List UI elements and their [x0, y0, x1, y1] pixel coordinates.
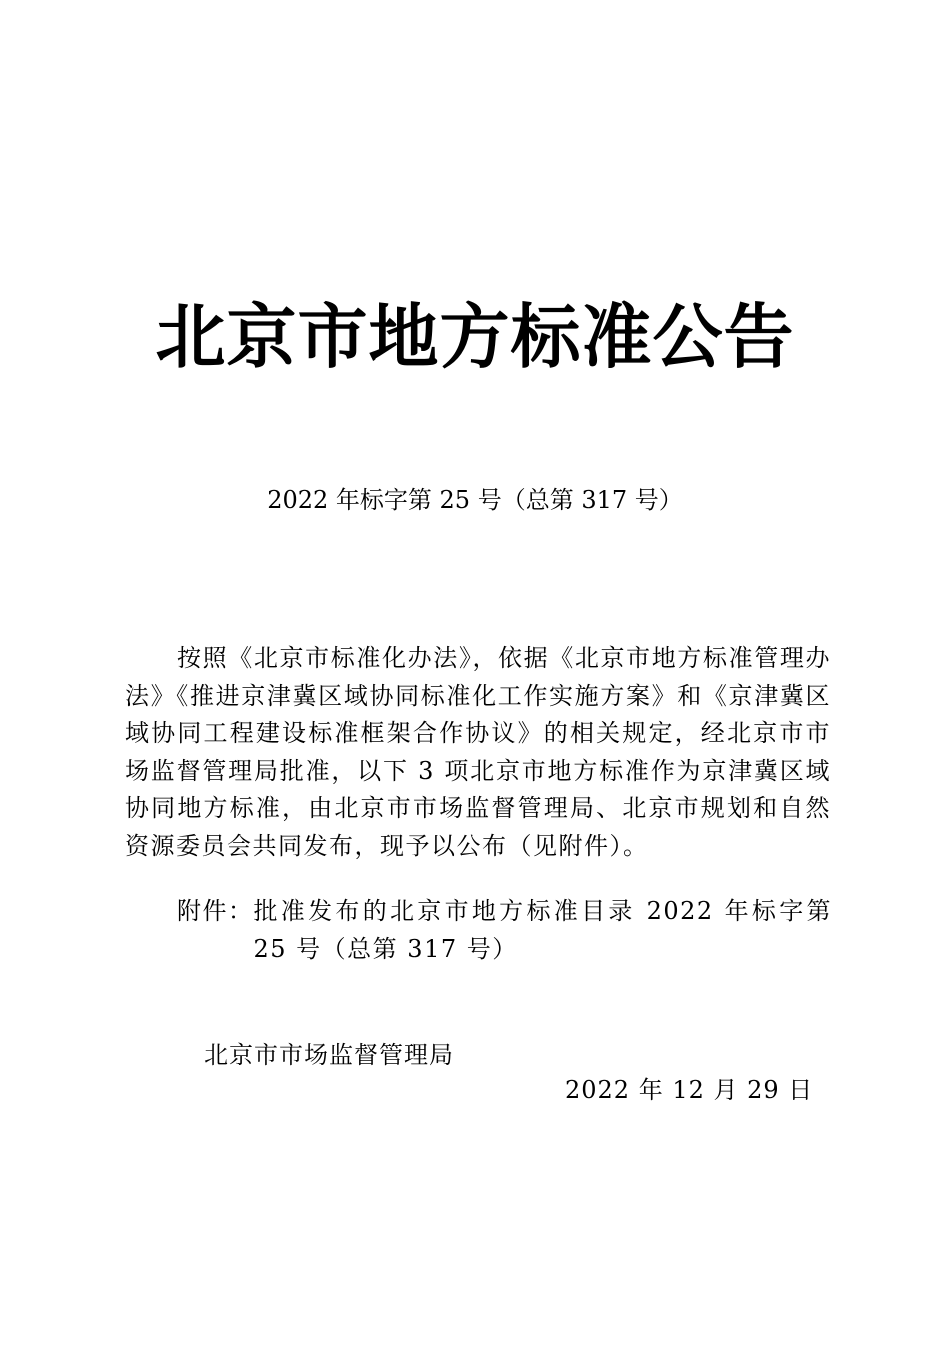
attachment-line: [177, 893, 832, 968]
issue-date: 2022 年 12 月 29 日: [565, 1076, 814, 1104]
issuing-authority: 北京市市场监督管理局: [204, 1041, 454, 1069]
announcement-title: 北京市地方标准公告: [155, 296, 795, 378]
announcement-body: 按照《北京市标准化办法》，依据《北京市地方标准管理办法》《推进京津冀区域协同标准化工作实施方案》和《京津冀区域协同工程建设标准框架合作协议》的相关规定，经北京市市场监督管理局批准，以下 3 项北京市地方标准作为京津冀区域协同地方标准，由北京市市场监督管理局、北京市规划和自然资源委员会共同发布，现予以公布（见附件）。: [125, 644, 831, 860]
document-number: 2022 年标字第 25 号（总第 317 号）: [267, 486, 683, 514]
attachment-label: 附件：: [177, 897, 254, 925]
attachment-text: 批准发布的北京市地方标准目录 2022 年标字第 25 号（总第 317 号）: [253, 897, 832, 963]
